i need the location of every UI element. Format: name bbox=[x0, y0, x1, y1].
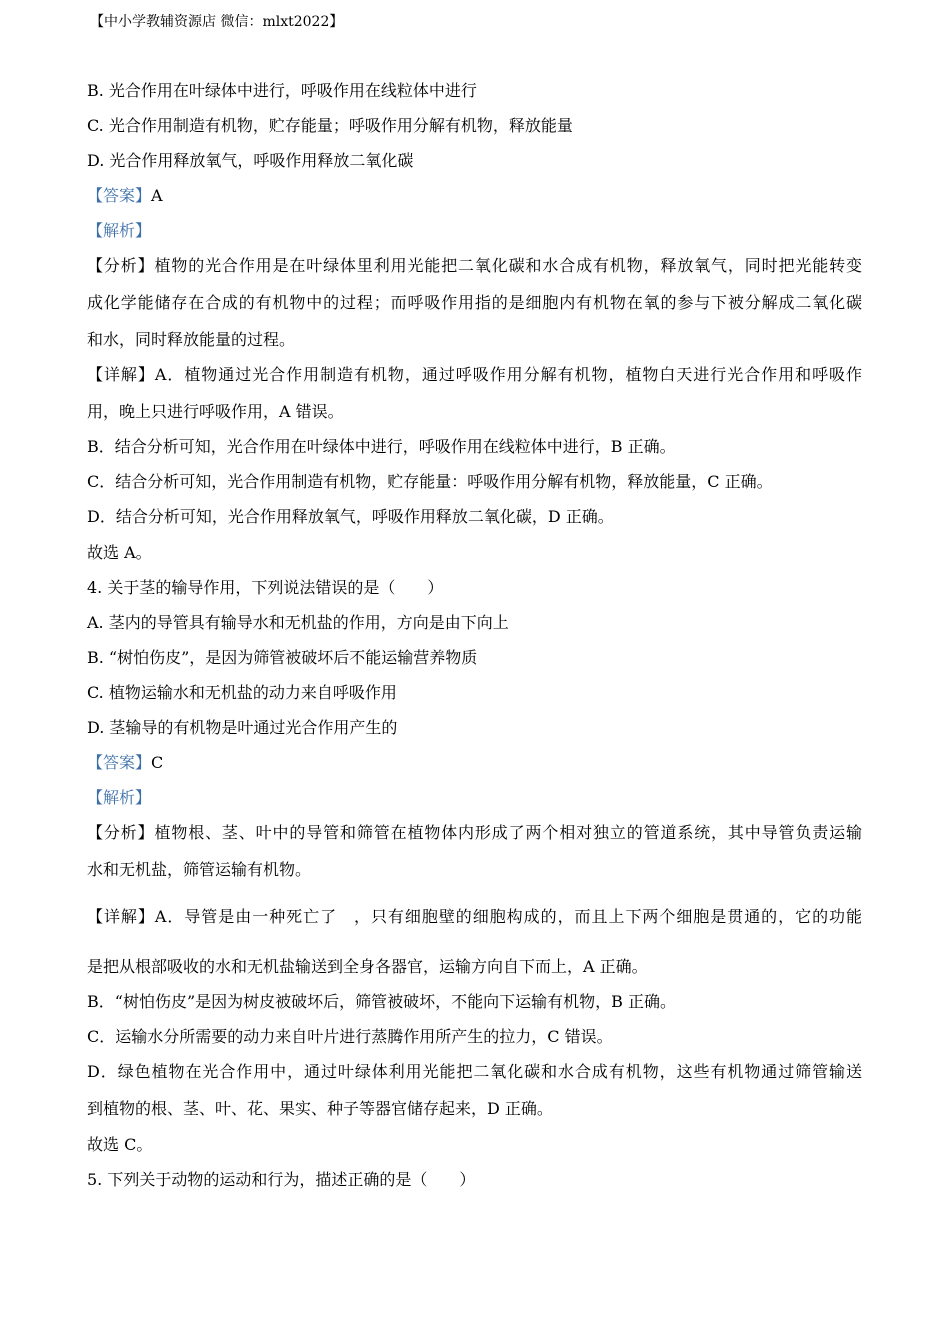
q4-option-c: C. 植物运输水和无机盐的动力来自呼吸作用 bbox=[87, 683, 397, 702]
answer-value: C bbox=[151, 753, 164, 772]
q3-answer bbox=[87, 185, 862, 207]
page-header: 【中小学教辅资源店 微信：mlxt2022】 bbox=[90, 14, 344, 30]
q4-detail-line: 到植物的根、茎、叶、花、果实、种子等器官储存起来，D 正确。 bbox=[87, 1099, 553, 1118]
q3-analysis-line: 成化学能储存在合成的有机物中的过程；而呼吸作用指的是细胞内有机物在氧的参与下被分解成二氧化碳 bbox=[87, 293, 862, 312]
answer-tag: 【答案】 bbox=[87, 753, 152, 772]
q4-detail-line: B．“树怕伤皮”是因为树皮被破坏后，筛管被破坏，不能向下运输有机物，B 正确。 bbox=[87, 992, 676, 1011]
answer-tag: 【答案】 bbox=[87, 186, 152, 205]
q3-analysis-line: 【分析】植物的光合作用是在叶绿体里利用光能把二氧化碳和水合成有机物，释放氧气，同时把光能转变 bbox=[87, 256, 862, 275]
q3-analysis-line: 和水，同时释放能量的过程。 bbox=[87, 330, 296, 349]
q3-detail-line: B．结合分析可知，光合作用在叶绿体中进行，呼吸作用在线粒体中进行，B 正确。 bbox=[87, 437, 676, 456]
q4-detail-line: C．运输水分所需要的动力来自叶片进行蒸腾作用所产生的拉力，C 错误。 bbox=[87, 1027, 613, 1046]
q4-analysis-line: 【分析】植物根、茎、叶中的导管和筛管在植物体内形成了两个相对独立的管道系统，其中导管负责运输 bbox=[87, 823, 862, 842]
q4-detail-line: 【详解】A．导管是由一种死亡了 ，只有细胞壁的细胞构成的，而且上下两个细胞是贯通的，它的功能 bbox=[87, 907, 862, 926]
q5-stem: 5. 下列关于动物的运动和行为，描述正确的是（ ） bbox=[87, 1170, 476, 1189]
q4-answer bbox=[87, 752, 862, 774]
q4-analysis-tag: 【解析】 bbox=[87, 788, 152, 807]
q4-option-b: B. “树怕伤皮”，是因为筛管被破坏后不能运输营养物质 bbox=[87, 648, 478, 667]
q4-detail-line: D．绿色植物在光合作用中，通过叶绿体利用光能把二氧化碳和水合成有机物，这些有机物通过筛管输送 bbox=[87, 1062, 862, 1081]
q4-conclusion: 故选 C。 bbox=[87, 1135, 153, 1154]
q3-option-d: D. 光合作用释放氧气，呼吸作用释放二氧化碳 bbox=[87, 151, 414, 170]
q3-detail-line: D．结合分析可知，光合作用释放氧气，呼吸作用释放二氧化碳，D 正确。 bbox=[87, 507, 614, 526]
q3-option-b: B. 光合作用在叶绿体中进行，呼吸作用在线粒体中进行 bbox=[87, 81, 477, 100]
q3-detail-line: 【详解】A．植物通过光合作用制造有机物，通过呼吸作用分解有机物，植物白天进行光合作用和呼吸作 bbox=[87, 365, 862, 384]
q3-detail-line: 用，晚上只进行呼吸作用，A 错误。 bbox=[87, 402, 344, 421]
q4-option-d: D. 茎输导的有机物是叶通过光合作用产生的 bbox=[87, 718, 398, 737]
q4-analysis-line: 水和无机盐，筛管运输有机物。 bbox=[87, 860, 312, 879]
q4-stem: 4. 关于茎的输导作用，下列说法错误的是（ ） bbox=[87, 578, 444, 597]
q3-option-c: C. 光合作用制造有机物，贮存能量；呼吸作用分解有机物，释放能量 bbox=[87, 116, 573, 135]
q3-detail-line: C．结合分析可知，光合作用制造有机物，贮存能量：呼吸作用分解有机物，释放能量，C 正确。 bbox=[87, 472, 773, 491]
q3-analysis-tag: 【解析】 bbox=[87, 221, 152, 240]
answer-value: A bbox=[151, 186, 163, 205]
q4-option-a: A. 茎内的导管具有输导水和无机盐的作用，方向是由下向上 bbox=[87, 613, 509, 632]
q4-detail-line: 是把从根部吸收的水和无机盐输送到全身各器官，运输方向自下而上，A 正确。 bbox=[87, 957, 648, 976]
q3-conclusion: 故选 A。 bbox=[87, 543, 152, 562]
